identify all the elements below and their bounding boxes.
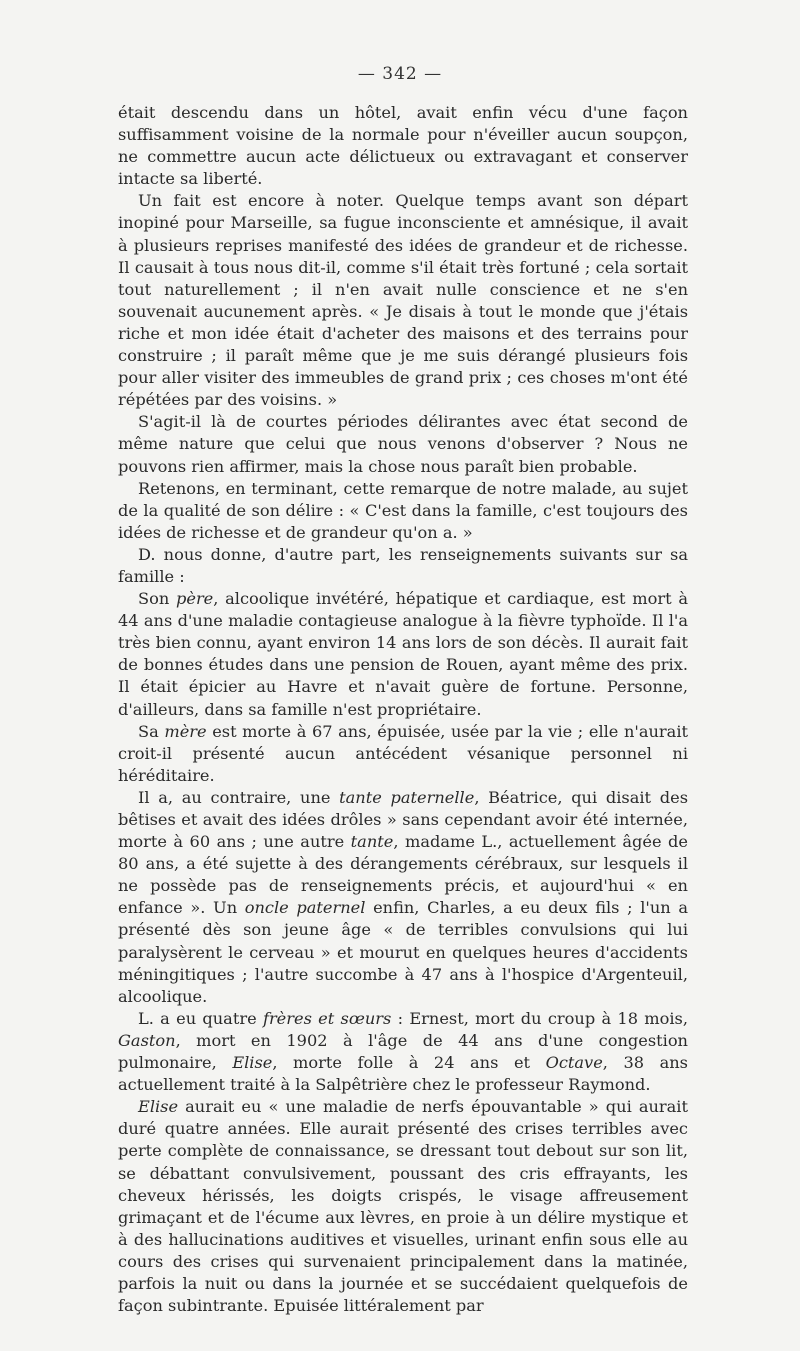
text-run: , mort en 1902 à l'âge de 44 ans d'une congestion pulmonaire, xyxy=(118,1030,688,1073)
text-run: , Béatrice, qui disait des bêtises et avait des idées drôles » sans cependant avoir été internée, morte à 60 ans ; une autre xyxy=(118,787,688,852)
paragraph xyxy=(118,102,688,190)
italic-run: père xyxy=(176,589,214,609)
text-run: : Ernest, mort du croup à 18 mois, xyxy=(391,1008,688,1028)
text-run: , alcoolique invétéré, hépatique et cardiaque, est mort à 44 ans d'une maladie contagieuse analogue à la fièvre typhoïde. Il l'a très bien connu, ayant environ 14 ans lors de son décès. Il aurait fait de bonnes études dans une pension de Rouen, ayant même des prix. Il était épicier au Havre et n'avait guère de fortune. Personne, d'ailleurs, dans sa famille n'est propriétaire. xyxy=(118,589,688,719)
italic-run: frères et sœurs xyxy=(262,1008,392,1028)
text-run: aurait eu « une maladie de nerfs épouvantable » qui aurait duré quatre années. Elle aurait présenté des crises terribles avec perte complète de connaissance, se dressant tout debout sur son lit, se débattant convulsivement, poussant des cris effrayants, les cheveux hérissés, les doigts crispés, le visage affreusement grimaçant et de l'écume aux lèvres, en proie à un délire mystique et à des hallucinations auditives et visuelles, urinant enfin sous elle au cours des crises qui survenaient principalement dans la matinée, parfois la nuit ou dans la journée et se succédaient quelquefois de façon subintrante. Epuisée littéralement par xyxy=(118,1097,688,1316)
text-run: , morte folle à 24 ans et xyxy=(272,1053,546,1073)
page-number: — 342 — xyxy=(357,64,443,84)
text-run: , madame L., actuellement âgée de 80 ans, a été sujette à des dérangements cérébraux, sur lesquels il ne possède pas de renseignements précis, et aujourd'hui « en enfance ». Un xyxy=(118,832,688,918)
italic-run: Gaston xyxy=(118,1030,176,1050)
text-run: , 38 ans actuellement traité à la Salpêtrière chez le professeur Raymond. xyxy=(118,1053,688,1095)
text-run: est morte à 67 ans, épuisée, usée par la vie ; elle n'aurait croit-il présenté aucun antécédent vésanique personnel ni héréditaire. xyxy=(118,721,688,785)
text-run: Sa xyxy=(138,721,165,741)
text-run: Il a, au contraire, une xyxy=(138,787,340,807)
paragraph xyxy=(118,190,688,411)
italic-run: Elise xyxy=(232,1053,273,1073)
paragraph xyxy=(118,721,688,787)
italic-run: tante paternelle xyxy=(339,787,475,807)
paragraph xyxy=(118,787,688,1008)
text-run: était descendu dans un hôtel, avait enfin vécu d'une façon suffisamment voisine de la normale pour n'éveiller aucun soupçon, ne commettre aucun acte délictueux ou extravagant et conserver intacte sa liberté. xyxy=(118,103,688,189)
text-run: Son xyxy=(138,589,176,609)
text-run: enfin, Charles, a eu deux fils ; l'un a présenté dès son jeune âge « de terribles convulsions qui lui paralysèrent le cerveau » et mourut en quelques heures d'accidents méningitiques ; l'autre succombe à 47 ans à l'hospice d'Argenteuil, alcoolique. xyxy=(118,898,688,1006)
body-text xyxy=(118,102,688,1317)
paragraph xyxy=(118,478,688,544)
italic-run: mère xyxy=(164,721,207,741)
text-run: S'agit-il là de courtes périodes délirantes avec état second de même nature que celui que nous venons d'observer ? Nous ne pouvons rien affirmer, mais la chose nous paraît bien probable. xyxy=(118,412,688,476)
paragraph xyxy=(118,1008,688,1096)
italic-run: tante xyxy=(350,832,394,852)
paragraph xyxy=(118,1096,688,1317)
italic-run: Elise xyxy=(138,1097,179,1117)
italic-run: oncle paternel xyxy=(244,898,366,918)
text-run: Un fait est encore à noter. Quelque temps avant son départ inopiné pour Marseille, sa fugue inconsciente et amnésique, il avait à plusieurs reprises manifesté des idées de grandeur et de richesse. Il causait à tous nous dit-il, comme s'il était très fortuné ; cela sortait tout naturellement ; il n'en avait nulle conscience et ne s'en souvenait aucunement après. « Je disais à tout le monde que j'étais riche et mon idée était d'acheter des maisons et des terrains pour construire ; il paraît même que je me suis dérangé plusieurs fois pour aller visiter des immeubles de grand prix ; ces choses m'ont été répétées par des voisins. » xyxy=(118,191,688,410)
paragraph xyxy=(118,588,688,721)
paragraph xyxy=(118,544,688,588)
paragraph xyxy=(118,411,688,477)
text-run: Retenons, en terminant, cette remarque de notre malade, au sujet de la qualité de son délire : « C'est dans la famille, c'est toujours des idées de richesse et de grandeur qu'on a. » xyxy=(118,478,688,542)
italic-run: Octave xyxy=(545,1053,603,1073)
text-run: D. nous donne, d'autre part, les renseignements suivants sur sa famille : xyxy=(118,544,688,586)
text-run: L. a eu quatre xyxy=(138,1008,263,1028)
